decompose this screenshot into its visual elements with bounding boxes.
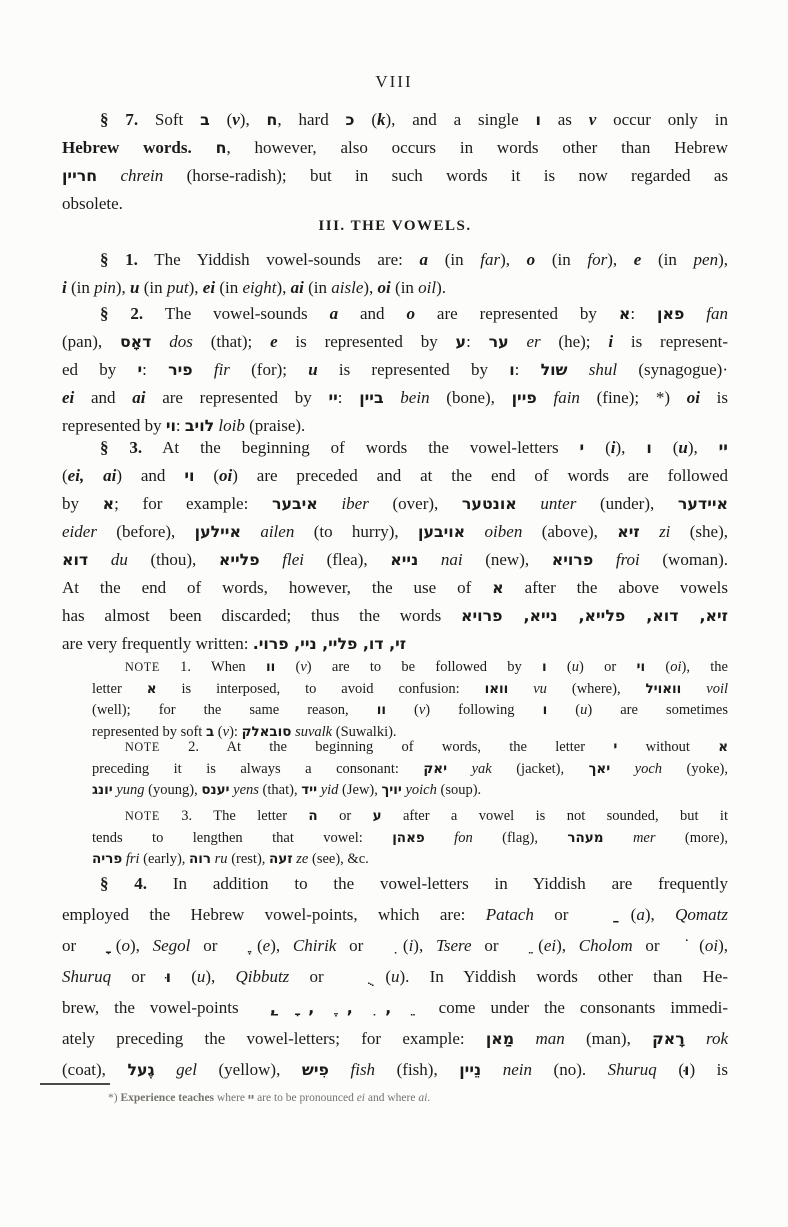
text-line: פריה fri (early), רוה ru (rest), זעה ze (see), &c.	[92, 851, 369, 867]
text-line: At the end of words, however, the use of א after the above vowels	[62, 578, 728, 597]
text-line: § 1. The Yiddish vowel-sounds are: a (in far), o (in for), e (in pen),	[100, 250, 728, 269]
text-line: § 7. Soft ב (v), ח, hard כ (k), and a single ו as v occur only in	[100, 110, 728, 129]
paragraph-section-1	[62, 246, 728, 302]
text-line: are very frequently written: זי, דו, פליי, ניי, פרוי.	[62, 634, 407, 653]
text-line: has almost been discarded; thus the words זיא, דוא, פלייא, נייא, פרויא	[62, 606, 729, 625]
paragraph-section-3	[62, 434, 728, 658]
text-line: eider (before), איילען ailen (to hurry), אויבען oiben (above), זיא zi (she),	[62, 522, 728, 541]
text-line: (ei, ai) and וי (oi) are preceded and at the end of words are followed	[62, 466, 728, 485]
text-line: employed the Hebrew vowel-points, which are: Patach or ַ (a), Qomatz	[62, 905, 729, 924]
text-line: (coat), גֶעל gel (yellow), פִיש fish (fish), נֵיין nein (no). Shuruq (וּ) is	[62, 1060, 729, 1079]
text-line: by א; for example: איבער iber (over), אונטער unter (under), איידער	[62, 494, 729, 513]
text-line: ed by י: פיר fir (for); u is represented by ו: שול shul (synagogue)·	[62, 360, 729, 379]
text-line: tends to lengthen that vowel: פאהן fon (flag), מעהר mer (more),	[92, 829, 729, 846]
text-line: NOTE 1. When וו (v) are to be followed by ו (u) or וי (oi), the	[125, 659, 728, 675]
text-line: obsolete.	[62, 194, 123, 213]
footnote-rule	[40, 1083, 110, 1085]
text-line: NOTE 3. The letter ה or ע after a vowel is not sounded, but it	[125, 808, 728, 824]
text-line: *) Experience teaches where יי are to be pronounced ei and where ai.	[108, 1091, 431, 1104]
text-line: (pan), דאָס dos (that); e is represented by ע: ער er (he); i is represent-	[62, 332, 728, 351]
text-line: NOTE 2. At the beginning of words, the letter י without א	[125, 739, 728, 755]
page-number: VIII	[375, 72, 413, 91]
paragraph-section-4	[62, 868, 728, 1085]
note-3	[92, 806, 728, 871]
text-line: ei and ai are represented by יי: ביין bein (bone), פיין fain (fine); *) oi is	[62, 388, 728, 407]
paragraph-section-7	[62, 106, 728, 218]
text-line: חריין chrein (horse-radish); but in such words it is now regarded as	[62, 166, 729, 185]
text-line: Shuruq or וּ (u), Qibbutz or ֻ (u). In Yiddish words other than He-	[62, 967, 729, 986]
footnote	[62, 1090, 708, 1106]
text-line: § 4. In addition to the vowel-letters in Yiddish are frequently	[100, 874, 729, 893]
section-heading: III. THE VOWELS.	[318, 218, 472, 234]
text-line: represented by soft ב (v): סובאלק suvalk (Suwalki).	[92, 723, 397, 740]
text-line: brew, the vowel-points ַ, ָ, ֶ, ִ, ֵ come under the consonants immedi-	[62, 998, 728, 1017]
text-line: יונג yung (young), יענס yens (that), ייד yid (Jew), יויך yoich (soup).	[92, 782, 482, 798]
text-line: preceding it is always a consonant: יאק yak (jacket), יאך yoch (yoke),	[92, 760, 729, 777]
text-line: (well); for the same reason, וו (v) following ו (u) are sometimes	[92, 702, 728, 718]
text-line: § 3. At the beginning of words the vowel-letters י (i), ו (u), יי	[100, 438, 728, 457]
note-1	[92, 657, 728, 743]
text-line: i (in pin), u (in put), ei (in eight), ai (in aisle), oi (in oil).	[62, 278, 447, 297]
text-line: § 2. The vowel-sounds a and o are represented by א: פאן fan	[100, 304, 729, 323]
text-line: דוא du (thou), פלייא flei (flea), נייא nai (new), פרויא froi (woman).	[62, 550, 729, 569]
text-line: or ָ (o), Segol or ֶ (e), Chirik or ִ (i), Tsere or ֵ (ei), Cholom or ֹ (oi),	[62, 936, 729, 955]
text-line: Hebrew words. ח, however, also occurs in words other than Hebrew	[62, 138, 728, 157]
text-line: ately preceding the vowel-letters; for example: מַאן man (man), רָאק rok	[62, 1029, 729, 1048]
paragraph-section-2	[62, 300, 728, 440]
text-line: represented by וי: לויב loib (praise).	[62, 416, 306, 435]
text-line: letter א is interposed, to avoid confusion: וואו vu (where), וואויל voil	[92, 680, 729, 697]
note-2	[92, 737, 728, 802]
